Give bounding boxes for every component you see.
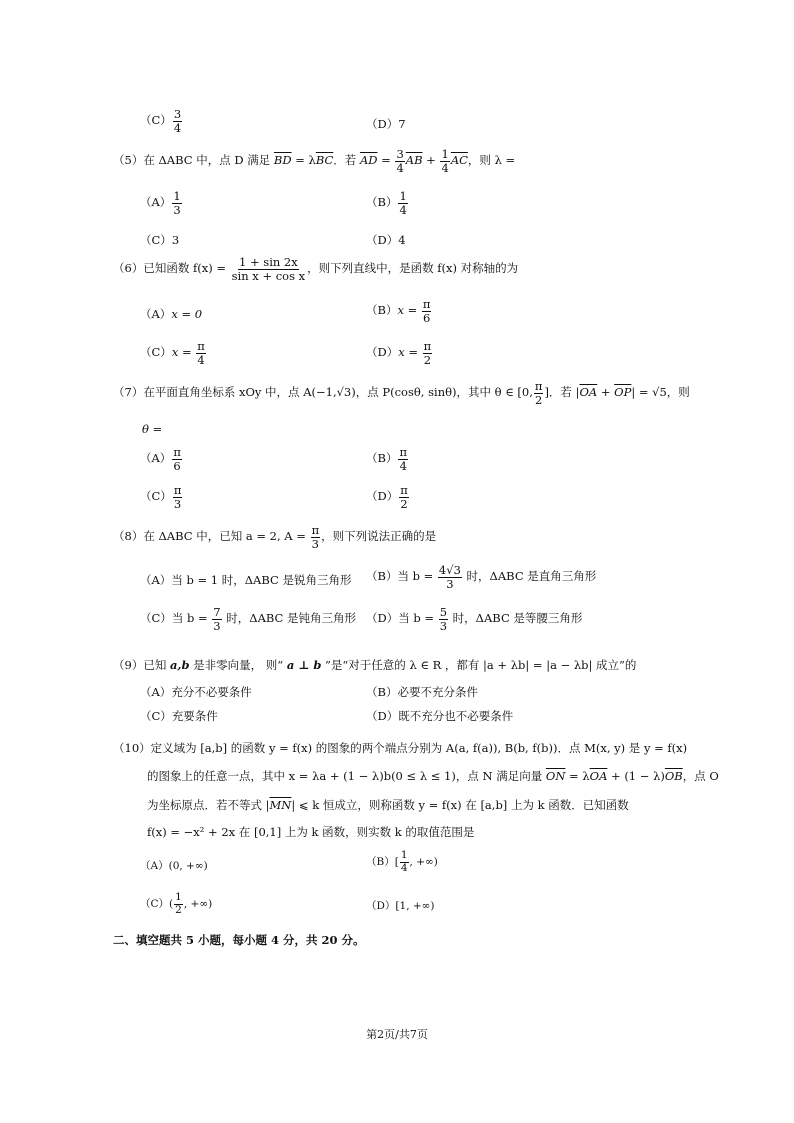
q8-stem: （8）在 ΔABC 中，已知 a = 2, A = $\frac{\pi}{3}$ ，则下列说法正确的是	[113, 523, 437, 551]
q7-stem-line2: θ =	[142, 422, 163, 436]
fraction: $\frac{5}{3}$	[439, 605, 448, 633]
fraction: $\frac{\pi}{6}$	[422, 297, 431, 325]
q7-option-d: （D） $\frac{\pi}{2}$	[366, 483, 408, 511]
page-footer: 第2页/共7页	[366, 1028, 428, 1041]
fraction: $\frac{1 + \sin 2x}{\text{sin x + cos x}}$	[231, 255, 306, 283]
fraction: $\frac{\pi}{3}$	[311, 523, 320, 551]
q7-option-c: （C） $\frac{\pi}{3}$	[140, 483, 182, 511]
fraction: $\frac{\pi}{6}$	[173, 445, 181, 473]
q10-stem-line2: 的图象上的任意一点，其中 x = λa + (1 − λ)b(0 ≤ λ ≤ 1)，点 N 满足向量 $\overline{ON} = \lambda\overline{OA} + (1 - \lambda)\overline{OB}$，点 O	[147, 769, 719, 783]
q10-stem-line4: f(x) = −x² + 2x 在 [0,1] 上为 k 函数，则实数 k 的取值范围是	[147, 825, 475, 839]
q8-option-b: （B）当 b = $\frac{4√3}{3}$ 时，ΔABC 是直角三角形	[366, 563, 597, 591]
q6-option-a: （A）x = 0	[140, 307, 203, 321]
fraction: $\frac{\pi}{2}$	[534, 379, 543, 407]
q9-option-d: （D）既不充分也不必要条件	[366, 709, 514, 723]
q4-option-d: （D）7	[366, 117, 406, 131]
q4-option-c: （C） $\frac{3}{4}$	[140, 107, 182, 135]
fraction: $\frac{\pi}{2}$	[400, 483, 408, 511]
fraction: $\frac{3}{4}$	[396, 147, 404, 175]
q10-option-b: （B）[ $\frac{1}{4}$ , +∞)	[366, 849, 438, 874]
q9-option-c: （C）充要条件	[140, 709, 218, 723]
q5-option-a: （A） $\frac{1}{3}$	[140, 189, 181, 217]
fraction: $\frac{\pi}{2}$	[423, 339, 432, 367]
q6-option-d: （D）x = $\frac{\pi}{2}$	[366, 339, 432, 367]
fraction: $\frac{1}{3}$	[173, 189, 181, 217]
q10-option-d: （D）[1, +∞)	[366, 900, 435, 912]
q9-option-a: （A）充分不必要条件	[140, 685, 252, 699]
q8-option-a: （A）当 b = 1 时，ΔABC 是锐角三角形	[140, 573, 352, 587]
q9-stem: （9）已知 a,b 是非零向量， 则“ a ⊥ b ”是“对于任意的 λ ∈ R ，都有 |a + λb| = |a − λb| 成立”的	[113, 658, 637, 672]
q9-option-b: （B）必要不充分条件	[366, 685, 478, 699]
fraction: $\frac{7}{3}$	[213, 605, 221, 633]
q7-option-b: （B） $\frac{\pi}{4}$	[366, 445, 408, 473]
fraction: $\frac{3}{4}$	[173, 107, 182, 135]
q10-stem-line3: 为坐标原点．若不等式 $|\overline{MN}|$ ⩽ k 恒成立，则称函数 y = f(x) 在 [a,b] 上为 k 函数．已知函数	[147, 798, 629, 812]
q10-option-a: （A）(0, +∞)	[140, 860, 208, 872]
fraction: $\frac{1}{4}$	[400, 849, 408, 874]
fraction: $\frac{1}{2}$	[175, 891, 182, 916]
q6-option-c: （C）x = $\frac{\pi}{4}$	[140, 339, 205, 367]
q8-option-c: （C）当 b = $\frac{7}{3}$ 时，ΔABC 是钝角三角形	[140, 605, 356, 633]
section-heading: 二、填空题共 5 小题，每小题 4 分，共 20 分。	[113, 933, 365, 947]
q6-stem: （6）已知函数 f(x) = $\frac{1 + \sin 2x}{\text{sin x + cos x}}$ ，则下列直线中，是函数 f(x) 对称轴的为	[113, 255, 519, 283]
q10-option-c: （C）( $\frac{1}{2}$ , +∞)	[140, 891, 213, 916]
fraction: $\frac{\pi}{4}$	[197, 339, 205, 367]
q6-option-b: （B）x = $\frac{\pi}{6}$	[366, 297, 431, 325]
fraction: $\frac{\pi}{4}$	[399, 445, 408, 473]
fraction: $\frac{\pi}{3}$	[173, 483, 182, 511]
q8-option-d: （D）当 b = $\frac{5}{3}$ 时，ΔABC 是等腰三角形	[366, 605, 583, 633]
fraction: $\frac{1}{4}$	[399, 189, 407, 217]
q5-option-c: （C）3	[140, 233, 180, 247]
q5-option-b: （B） $\frac{1}{4}$	[366, 189, 407, 217]
fraction: $\frac{1}{4}$	[441, 147, 449, 175]
q7-option-a: （A） $\frac{\pi}{6}$	[140, 445, 181, 473]
q7-stem: （7）在平面直角坐标系 xOy 中，点 A(−1,√3)，点 P(cosθ, sinθ)，其中 θ ∈ [0, $\frac{\pi}{2}$ ]．若 $|\overline{OA} + \overline{OP}| = √5$，则	[113, 379, 690, 407]
fraction: $\frac{4√3}{3}$	[438, 563, 461, 591]
q10-stem-line1: （10）定义域为 [a,b] 的函数 y = f(x) 的图象的两个端点分别为 A(a, f(a)), B(b, f(b))．点 M(x, y) 是 y = f(x)	[113, 741, 688, 755]
q5-stem: （5）在 ΔABC 中，点 D 满足 $\overline{BD} = \lambda\overline{BC}$．若 $\overline{AD}$ = $\frac{3}{4}$ $\overline{AB}$ + $\frac{1}{4}$ $\overline{AC}$，则 λ =	[113, 147, 516, 175]
q5-option-d: （D）4	[366, 233, 406, 247]
